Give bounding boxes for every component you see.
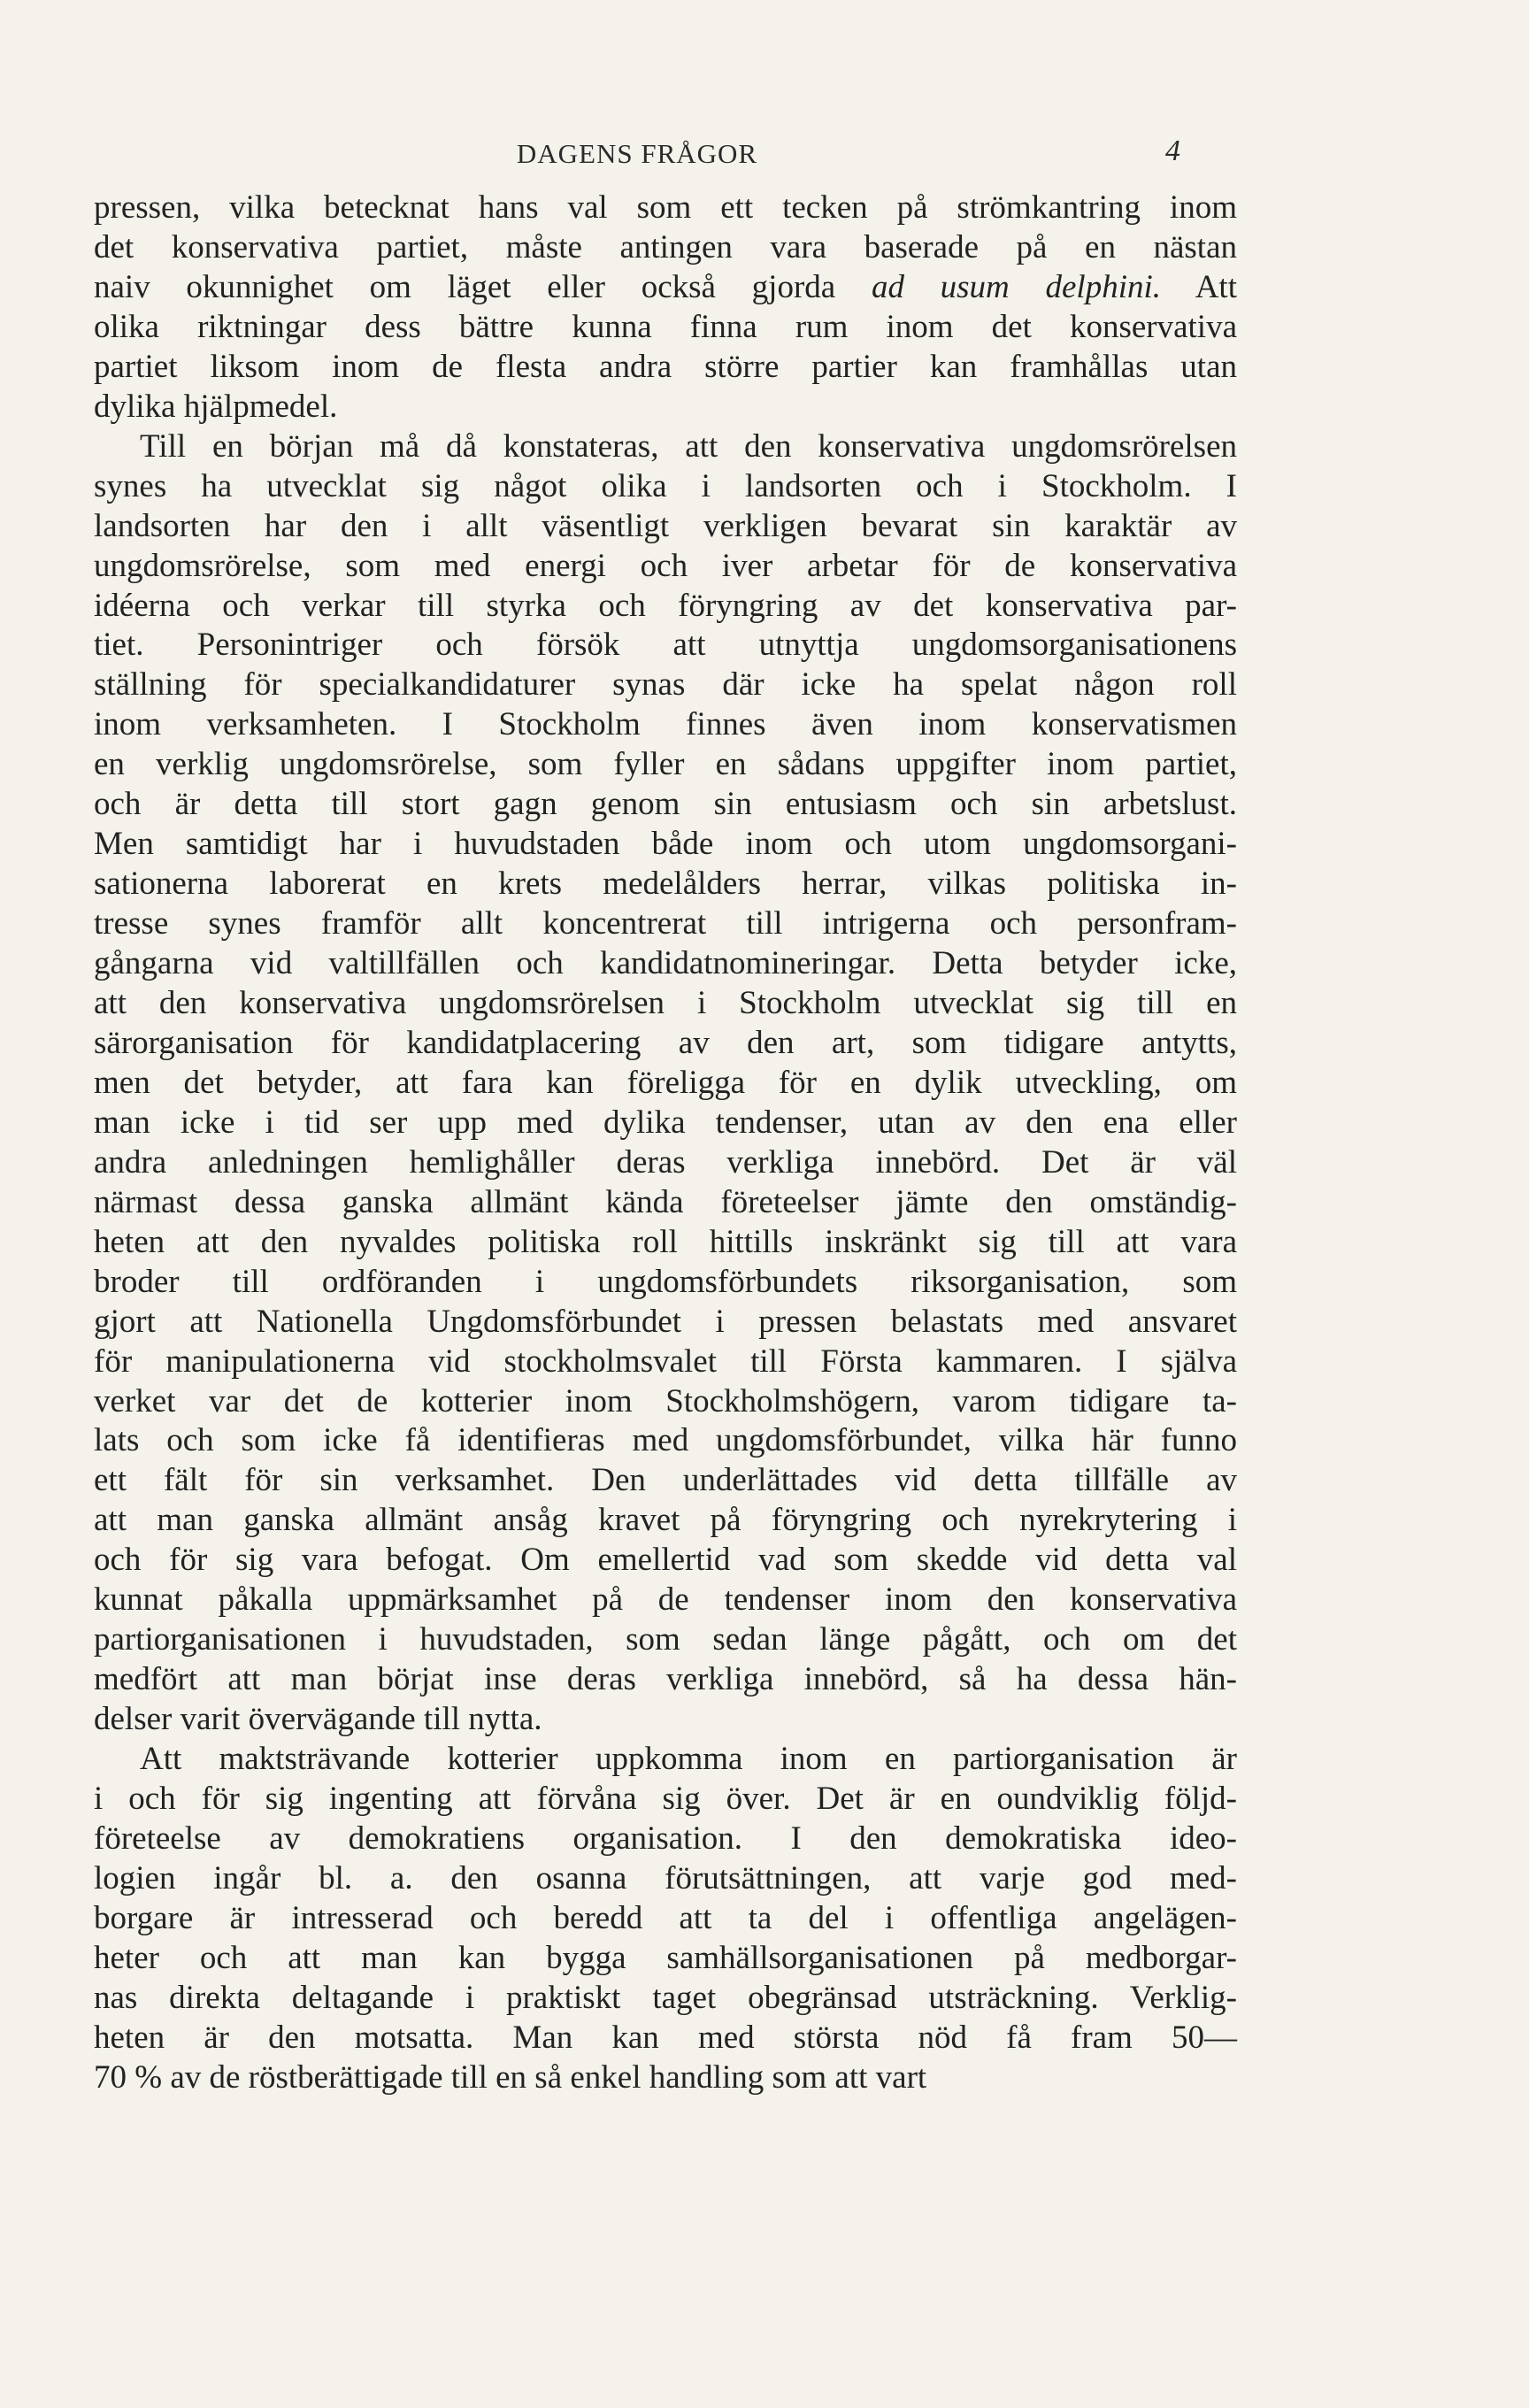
text-line: 70 % av de röstberättigade till en så enkel handling som att vart: [94, 2058, 927, 2096]
text-line: Att maktsträvande kotterier uppkomma inom en partiorganisation är: [140, 1741, 1237, 1778]
text-line: synes ha utvecklat sig något olika i landsorten och i Stockholm. I: [94, 467, 1237, 504]
text-line: heter och att man kan bygga samhällsorganisationen på medborgar-: [94, 1939, 1237, 1976]
text-line: sationerna laborerat en krets medelålders herrar, vilkas politiska in-: [94, 865, 1237, 903]
text-line: i och för sig ingenting att förvåna sig över. Det är en oundviklig följd-: [94, 1781, 1237, 1817]
text-line: partiet liksom inom de flesta andra större partier kan framhållas utan: [94, 348, 1237, 385]
text-line: Men samtidigt har i huvudstaden både inom och utom ungdomsorgani-: [94, 826, 1237, 863]
text-line: heten är den motsatta. Man kan med största nöd få fram 50—: [94, 2019, 1237, 2056]
text-line: verket var det de kotterier inom Stockholmshögern, varom tidigare ta-: [94, 1382, 1237, 1419]
text-line: inom verksamheten. I Stockholm finnes även inom konservatismen: [94, 706, 1237, 743]
text-line: lats och som icke få identifieras med ungdomsförbundet, vilka här funno: [94, 1422, 1237, 1459]
text-line: särorganisation för kandidatplacering av den art, som tidigare antytts,: [94, 1024, 1237, 1061]
text-line: idéerna och verkar till styrka och föryngring av det konservativa par-: [94, 587, 1237, 624]
text-line: borgare är intresserad och beredd att ta del i offentliga angelägen-: [94, 1899, 1237, 1936]
text-line: logien ingår bl. a. den osanna förutsättningen, att varje god med-: [94, 1859, 1237, 1896]
text-line: ställning för specialkandidaturer synas där icke ha spelat någon roll: [94, 666, 1237, 704]
text-line: man icke i tid ser upp med dylika tendenser, utan av den ena eller: [94, 1104, 1237, 1141]
text-line: partiorganisationen i huvudstaden, som sedan länge pågått, och om det: [94, 1621, 1237, 1658]
text-line: närmast dessa ganska allmänt kända företeelser jämte den omständig-: [94, 1183, 1237, 1220]
text-line: delser varit övervägande till nytta.: [94, 1701, 542, 1738]
text-line: och är detta till stort gagn genom sin entusiasm och sin arbetslust.: [94, 786, 1237, 823]
text-segment: naiv okunnighet om läget eller också gjorda: [94, 268, 872, 305]
text-line: Till en början må då konstateras, att den konservativa ungdomsrörelsen: [140, 427, 1237, 465]
text-line: det konservativa partiet, måste antingen vara baserade på en nästan: [94, 228, 1237, 265]
text-line: för manipulationerna vid stockholmsvalet till Första kammaren. I själva: [94, 1342, 1237, 1380]
text-line: olika riktningar dess bättre kunna finna rum inom det konservativa: [94, 308, 1237, 345]
text-line: landsorten har den i allt väsentligt verkligen bevarat sin karaktär av: [94, 507, 1237, 544]
running-title: DAGENS FRÅGOR: [516, 138, 758, 169]
text-segment: Att: [1161, 268, 1237, 305]
text-line: gångarna vid valtillfällen och kandidatnomineringar. Detta betyder icke,: [94, 945, 1237, 982]
text-line: tresse synes framför allt koncentrerat till intrigerna och personfram-: [94, 905, 1237, 942]
text-line: heten att den nyvaldes politiska roll hittills inskränkt sig till att vara: [94, 1223, 1237, 1260]
italic-phrase: ad usum delphini.: [871, 268, 1162, 305]
text-line: att den konservativa ungdomsrörelsen i Stockholm utvecklat sig till en: [94, 985, 1237, 1021]
text-line: [94, 267, 1237, 308]
text-line: dylika hjälpmedel.: [94, 388, 338, 425]
text-line: pressen, vilka betecknat hans val som ett tecken på strömkantring inom: [94, 189, 1237, 226]
text-line: ett fält för sin verksamhet. Den underlättades vid detta tillfälle av: [94, 1462, 1237, 1499]
text-line: en verklig ungdomsrörelse, som fyller en sådans uppgifter inom partiet,: [94, 746, 1237, 783]
text-line: andra anledningen hemlighåller deras verkliga innebörd. Det är väl: [94, 1143, 1237, 1181]
text-line: ungdomsrörelse, som med energi och iver arbetar för de konservativa: [94, 547, 1237, 584]
text-line: gjort att Nationella Ungdomsförbundet i pressen belastats med ansvaret: [94, 1303, 1237, 1340]
page-number: 4: [1165, 135, 1180, 167]
page-header: [94, 135, 1180, 177]
text-line: men det betyder, att fara kan föreligga för en dylik utveckling, om: [94, 1064, 1237, 1101]
text-line: medfört att man börjat inse deras verkliga innebörd, så ha dessa hän-: [94, 1661, 1237, 1698]
text-line: nas direkta deltagande i praktiskt taget obegränsad utsträckning. Verklig-: [94, 1979, 1237, 2016]
text-line: broder till ordföranden i ungdomsförbundets riksorganisation, som: [94, 1263, 1237, 1300]
text-line: att man ganska allmänt ansåg kravet på föryngring och nyrekrytering i: [94, 1502, 1237, 1539]
text-line: tiet. Personintriger och försök att utnyttja ungdomsorganisationens: [94, 627, 1237, 664]
text-line: kunnat påkalla uppmärksamhet på de tendenser inom den konservativa: [94, 1581, 1237, 1619]
text-line: och för sig vara befogat. Om emellertid vad som skedde vid detta val: [94, 1542, 1237, 1579]
text-line: företeelse av demokratiens organisation. I den demokratiska ideo-: [94, 1819, 1237, 1857]
